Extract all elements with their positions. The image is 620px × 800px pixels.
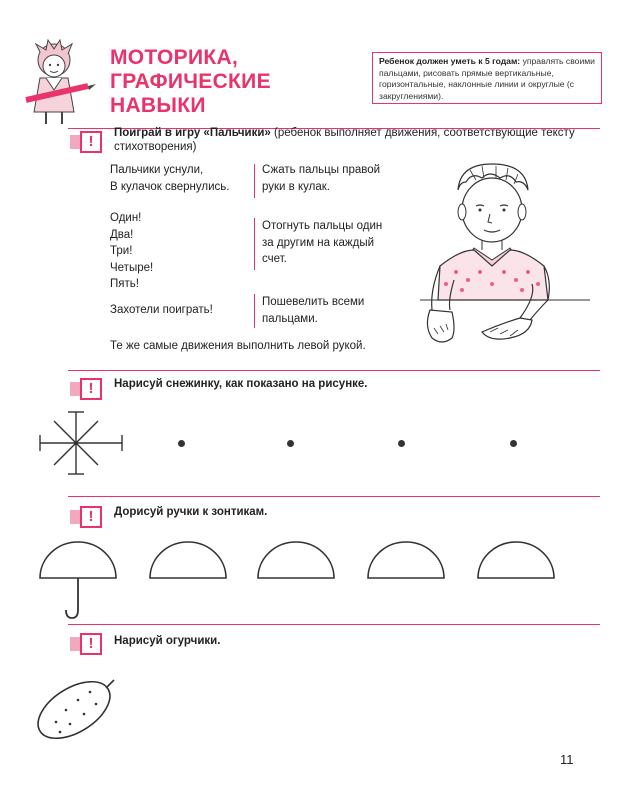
umbrella-dome: [256, 540, 336, 582]
snowflake-icon: [38, 406, 138, 486]
task-mark: !: [80, 378, 102, 400]
poem-divider: [254, 218, 255, 270]
section-divider: [68, 624, 600, 625]
task-mark: !: [80, 131, 102, 153]
page-number: 11: [560, 752, 574, 767]
task-mark: !: [80, 633, 102, 655]
poem-footer: Те же самые движения выполнить левой рукой.: [110, 340, 366, 352]
task-instruction: Нарисуй снежинку, как показано на рисунке.: [114, 378, 368, 390]
page-title: МОТОРИКА, ГРАФИЧЕСКИЕ НАВЫКИ: [110, 46, 271, 117]
umbrella-icon: [38, 540, 118, 620]
section-divider: [68, 496, 600, 497]
poem-lines: Пальчики уснули, В кулачок свернулись.: [110, 164, 230, 193]
poem-divider: [254, 294, 255, 328]
dot-guide: [287, 440, 294, 447]
dot-guide: [398, 440, 405, 447]
task-instruction: Дорисуй ручки к зонтикам.: [114, 506, 268, 518]
task-mark: !: [80, 506, 102, 528]
dot-guide: [510, 440, 517, 447]
poem-lines: Захотели поиграть!: [110, 304, 213, 316]
poem-action: Пошевелить всеми пальцами.: [262, 296, 365, 325]
umbrella-dome: [476, 540, 556, 582]
cucumber-icon: [34, 676, 144, 746]
poem-divider: [254, 164, 255, 198]
task-instruction: Нарисуй огурчики.: [114, 635, 221, 647]
umbrella-dome: [366, 540, 446, 582]
poem-action: Отогнуть пальцы один за другим на каждый счет.: [262, 220, 383, 265]
poem-action: Сжать пальцы правой руки в кулак.: [262, 164, 381, 193]
girl-with-pencil-icon: [18, 38, 98, 128]
umbrella-dome: [148, 540, 228, 582]
skills-info-box: Ребенок должен уметь к 5 годам: управлять своими пальцами, рисовать прямые вертикальные, горизонтальные, наклонные линии и округлые (с закруглениями).: [372, 52, 602, 104]
task-instruction: Поиграй в игру «Пальчики» (ребенок выполняет движения, соответствующие тексту стихотворения): [114, 127, 575, 153]
poem-lines: Один! Два! Три! Четыре! Пять!: [110, 212, 154, 290]
section-divider: [68, 370, 600, 371]
dot-guide: [178, 440, 185, 447]
boy-showing-hands-icon: [420, 160, 620, 350]
